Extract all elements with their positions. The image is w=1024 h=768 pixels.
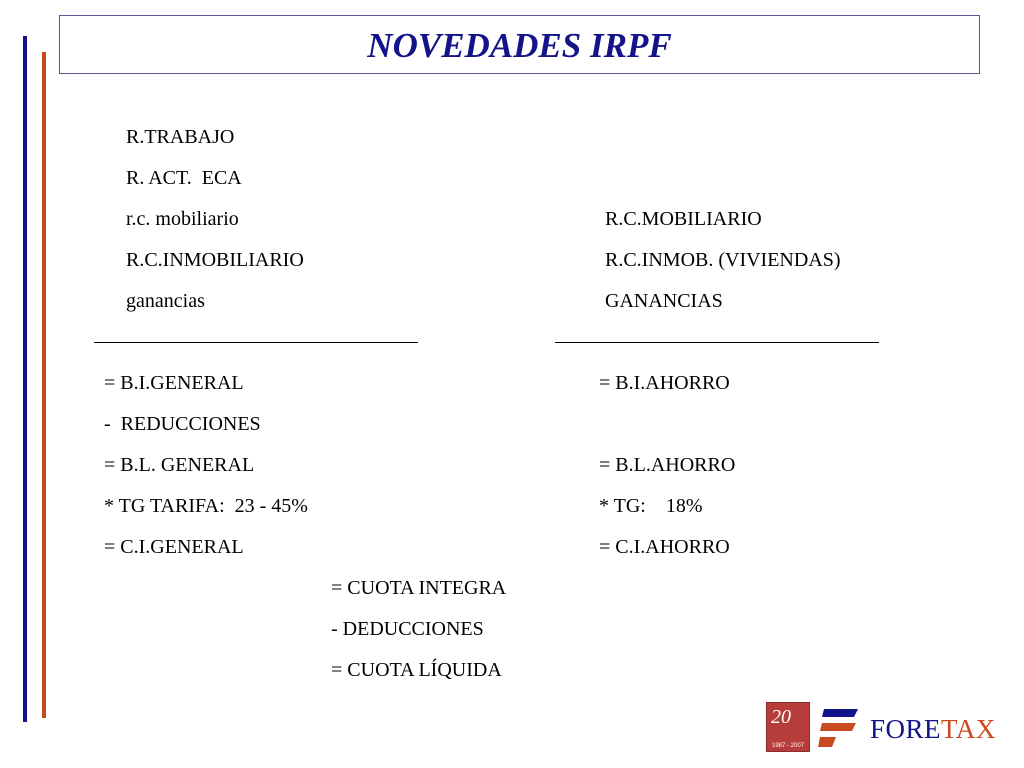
separator-right (555, 342, 879, 343)
slide-title: NOVEDADES IRPF (367, 26, 672, 65)
income-general-item: R. ACT. ECA (126, 167, 242, 189)
income-savings-item: R.C.MOBILIARIO (605, 208, 762, 230)
general-step: * TG TARIFA: 23 - 45% (104, 495, 308, 517)
general-step: = C.I.GENERAL (104, 536, 244, 558)
seal-years: 1987 - 2007 (771, 743, 805, 749)
seal-number: 20 (771, 706, 791, 728)
brand-name (870, 714, 996, 745)
left-red-bar (42, 52, 46, 718)
foretax-mark-icon (816, 705, 860, 749)
anniversary-seal (766, 702, 810, 752)
final-step: = CUOTA INTEGRA (331, 577, 507, 599)
left-blue-bar (23, 36, 27, 722)
income-general-item: R.TRABAJO (126, 126, 235, 148)
separator-left (94, 342, 418, 343)
savings-step: = B.L.AHORRO (599, 454, 736, 476)
general-step: - REDUCCIONES (104, 413, 261, 435)
savings-step: = C.I.AHORRO (599, 536, 730, 558)
brand-name-part2: TAX (941, 714, 996, 744)
brand-name-part1: FORE (870, 714, 942, 744)
income-general-item: ganancias (126, 290, 205, 312)
final-step: - DEDUCCIONES (331, 618, 484, 640)
savings-step: = B.I.AHORRO (599, 372, 730, 394)
income-savings-item: GANANCIAS (605, 290, 723, 312)
general-step: = B.L. GENERAL (104, 454, 255, 476)
final-step: = CUOTA LÍQUIDA (331, 659, 502, 681)
income-savings-item: R.C.INMOB. (VIVIENDAS) (605, 249, 841, 271)
income-general-item: R.C.INMOBILIARIO (126, 249, 304, 271)
savings-step: * TG: 18% (599, 495, 703, 517)
income-general-item: r.c. mobiliario (126, 208, 239, 230)
title-box (59, 15, 980, 74)
foretax-logo (766, 702, 1012, 754)
general-step: = B.I.GENERAL (104, 372, 244, 394)
